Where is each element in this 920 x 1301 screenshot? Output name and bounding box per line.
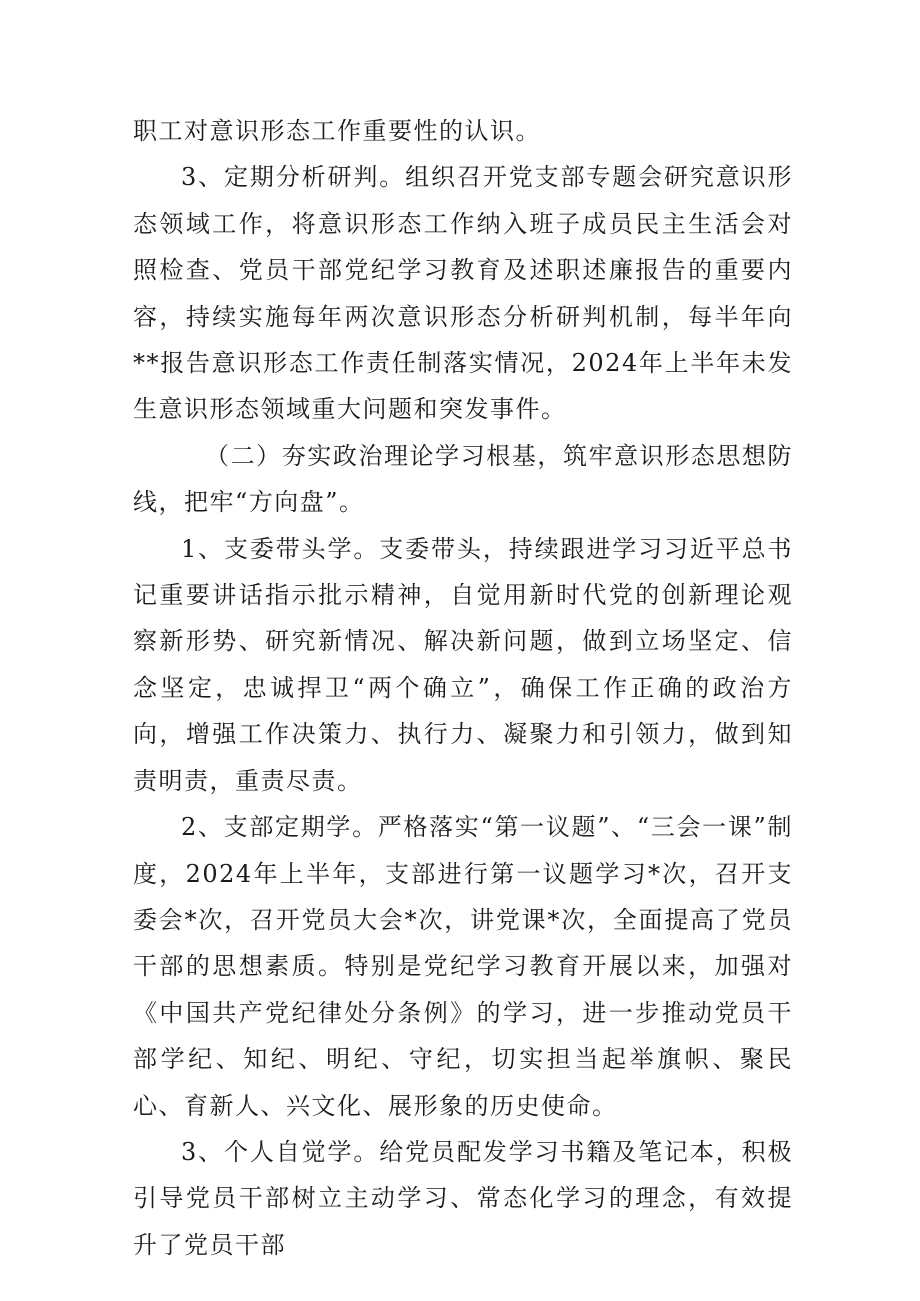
- paragraph-personal-study: 3、个人自觉学。给党员配发学习书籍及笔记本，积极引导党员干部树立主动学习、常态化学习的理念，有效提升了党员干部: [133, 1137, 793, 1259]
- paragraph-committee-study: 1、支委带头学。支委带头，持续跟进学习习近平总书记重要讲话指示批示精神，自觉用新时代党的创新理论观察新形势、研究新情况、解决新问题，做到立场坚定、信念坚定，忠诚捍卫“两个确立”，确保工作正确的政治方向，增强工作决策力、执行力、凝聚力和引领力，做到知责明责，重责尽责。: [133, 534, 793, 795]
- paragraph-continued: 职工对意识形态工作重要性的认识。: [133, 117, 541, 145]
- paragraph-branch-study: 2、支部定期学。严格落实“第一议题”、“三会一课”制度，2024年上半年，支部进行第一议题学习*次，召开支委会*次，召开党员大会*次，讲党课*次，全面提高了党员干部的思想素质。特别是党纪学习教育开展以来，加强对《中国共产党纪律处分条例》的学习，进一步推动党员干部学纪、知纪、明纪、守纪，切实担当起举旗帜、聚民心、育新人、兴文化、展形象的历史使命。: [133, 813, 793, 1120]
- section-heading-2: （二）夯实政治理论学习根基，筑牢意识形态思想防线，把牢“方向盘”。: [133, 441, 793, 517]
- document-body: [133, 108, 793, 1268]
- paragraph-periodic-analysis: 3、定期分析研判。组织召开党支部专题会研究意识形态领域工作，将意识形态工作纳入班子成员民主生活会对照检查、党员干部党纪学习教育及述职述廉报告的重要内容，持续实施每年两次意识形态分析研判机制，每半年向**报告意识形态工作责任制落实情况，2024年上半年未发生意识形态领域重大问题和突发事件。: [133, 163, 793, 424]
